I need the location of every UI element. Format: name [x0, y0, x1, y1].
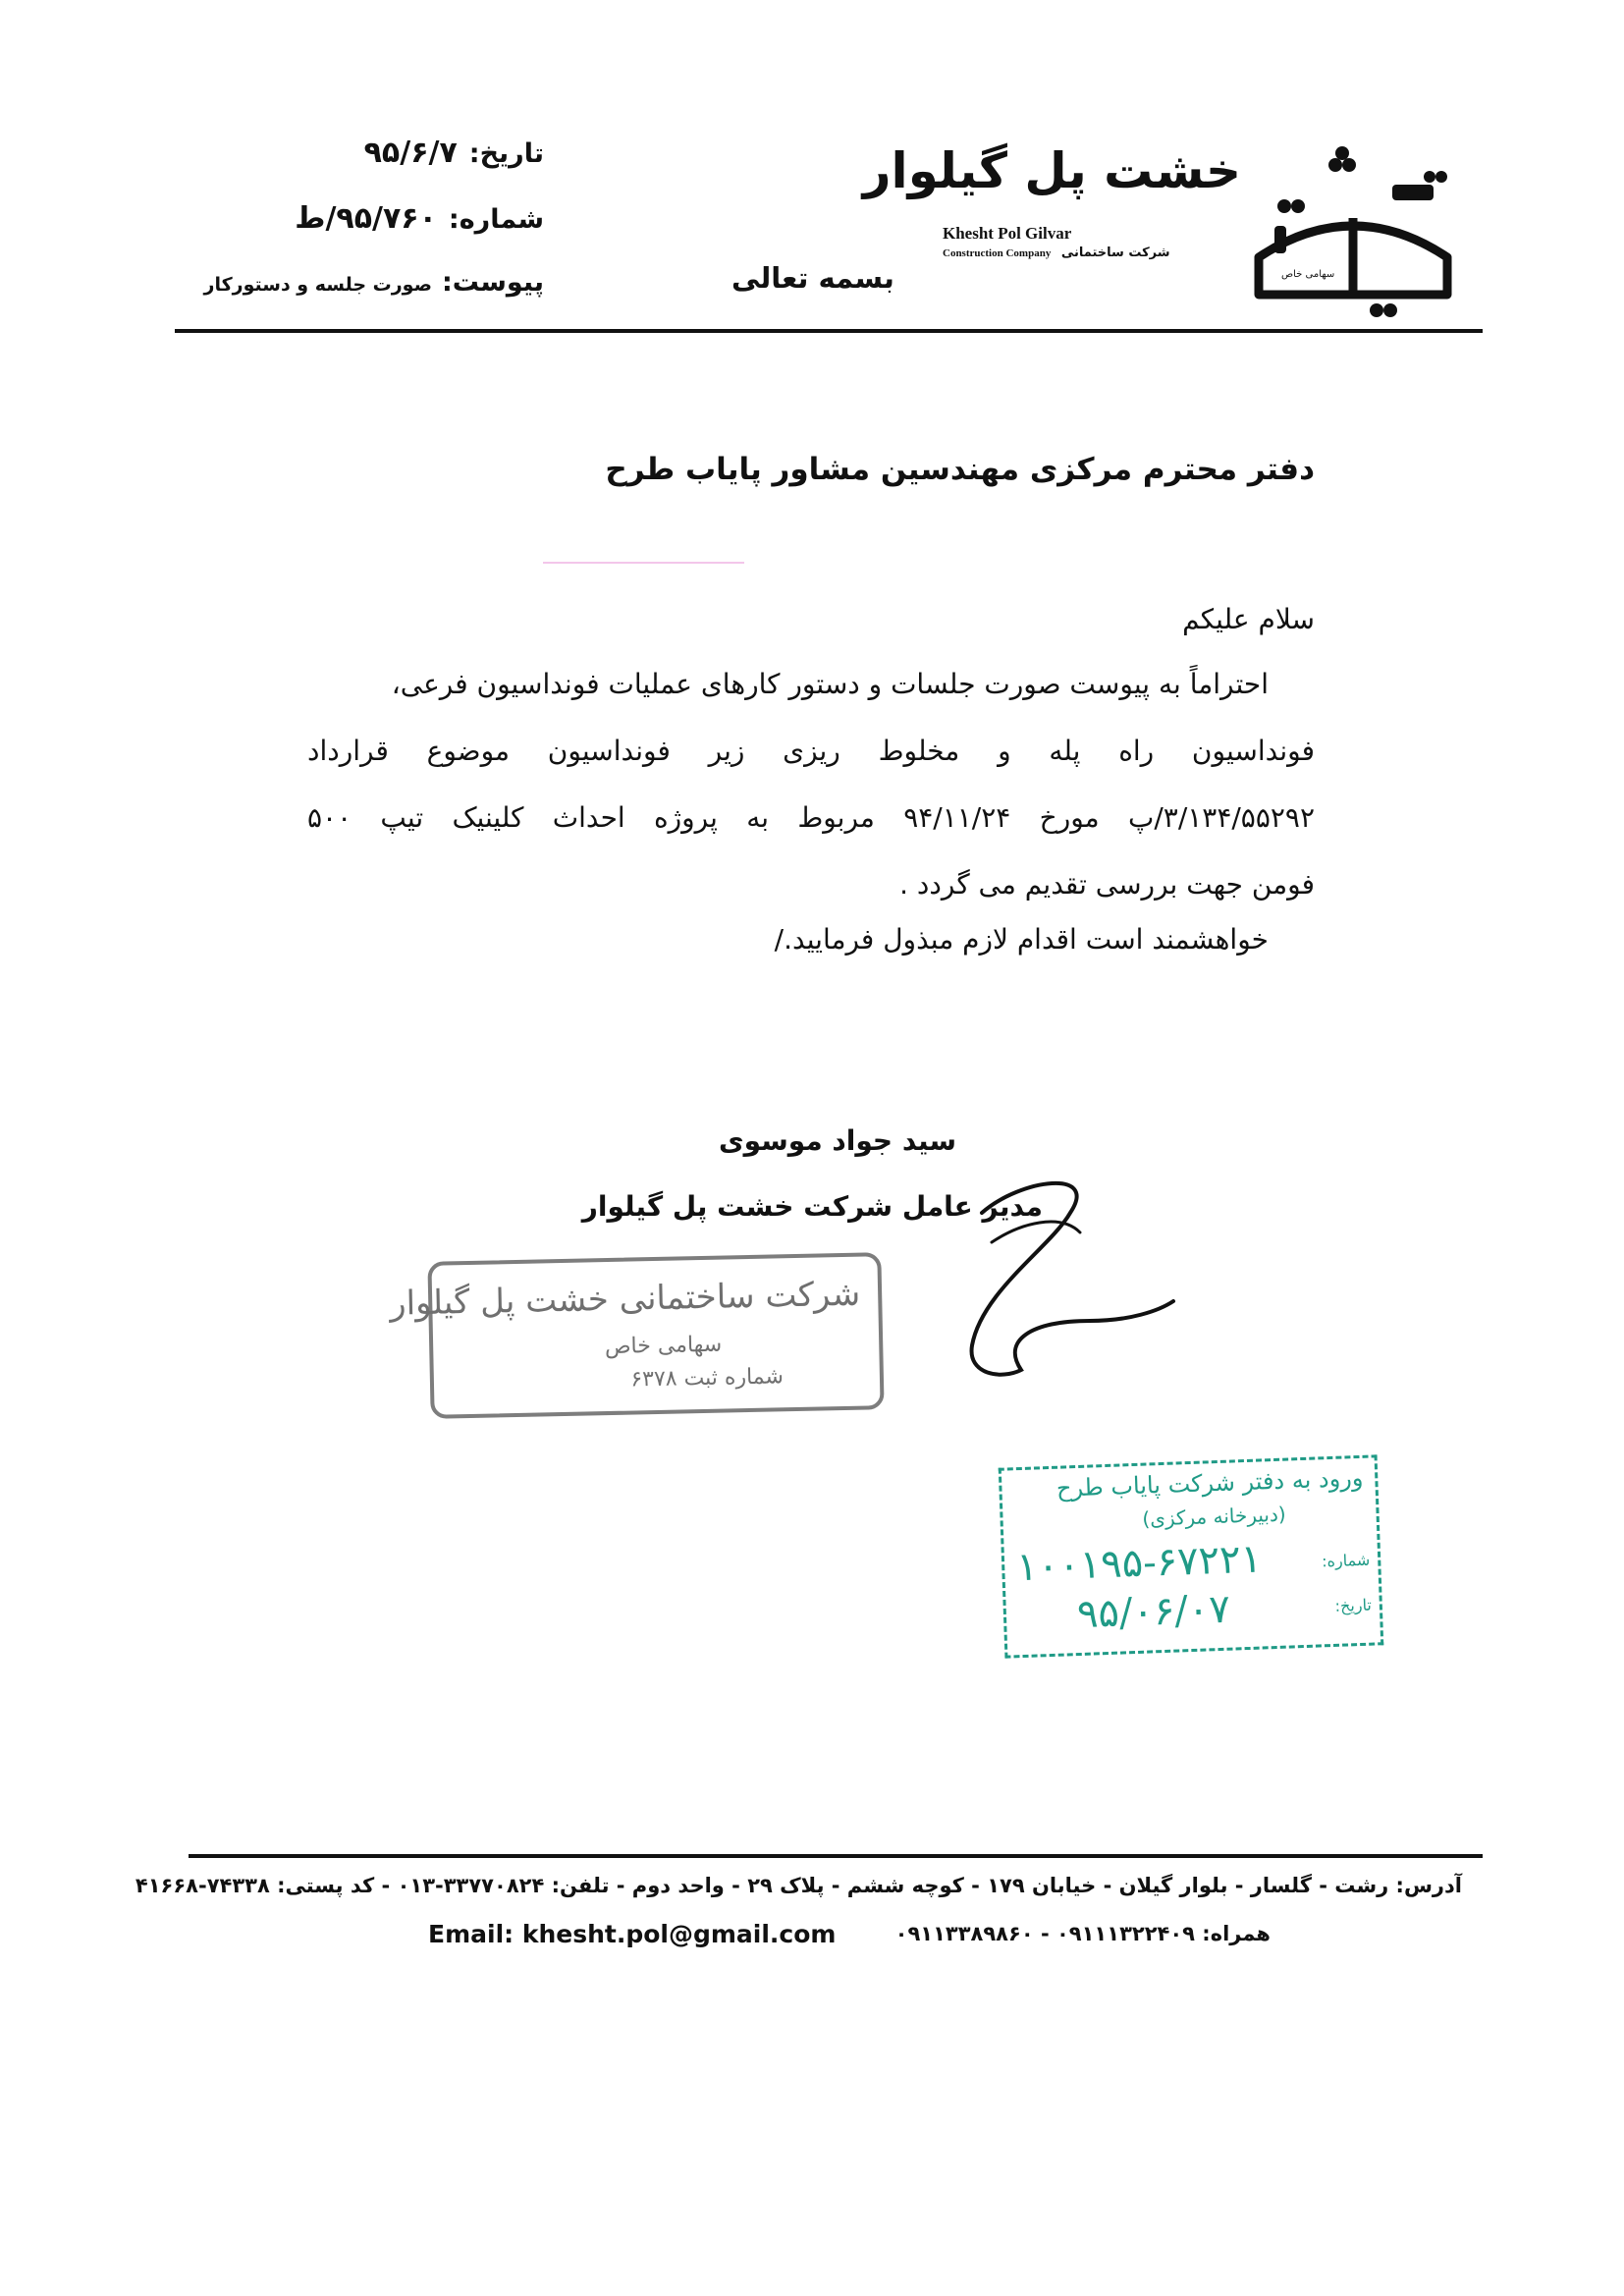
paragraph-line: ۳/۱۳۴/۵۵۲۹۲/پ مورخ ۹۴/۱۱/۲۴ مربوط به پروژه احداث کلینیک تیپ ۵۰۰	[307, 801, 1315, 834]
seal-line-2: سهامی خاص	[604, 1332, 723, 1360]
footer-mobile: همراه: ۰۹۱۱۱۳۲۲۴۰۹ - ۰۹۱۱۳۳۸۹۸۶۰	[894, 1922, 1271, 1945]
invocation: بسمه تعالی	[731, 261, 894, 295]
number-label: شماره:	[448, 204, 544, 235]
addressee: دفتر محترم مرکزی مهندسین مشاور پایاب طرح	[605, 452, 1315, 487]
receipt-stamp-subtitle: (دبیرخانه مرکزی)	[1141, 1502, 1286, 1531]
date-line	[364, 136, 544, 170]
company-type-fa: شرکت ساختمانی	[1060, 246, 1170, 260]
footer-address: آدرس: رشت - گلسار - بلوار گیلان - خیابان ۱۷۹ - کوچه ششم - پلاک ۲۹ - واحد دوم - تلفن: ۳۳۷۷۰۸۲۴-۰۱۳ - کد پستی: ۷۴۳۳۸-۴۱۶۶۸	[135, 1874, 1462, 1897]
seal-line-3: شماره ثبت ۶۳۷۸	[630, 1364, 785, 1393]
footer-email: Email: khesht.pol@gmail.com	[428, 1920, 837, 1948]
receipt-number-value: ۱۰۰۱۹۵-۶۷۲۲۱	[1015, 1536, 1263, 1591]
brand-name: خشت پل گیلوار	[862, 142, 1241, 199]
header-divider	[175, 329, 1483, 333]
company-seal	[389, 1252, 884, 1419]
signer-name: سید جواد موسوی	[719, 1124, 956, 1157]
date-value: ۹۵/۶/۷	[363, 136, 458, 170]
company-logo	[1245, 137, 1461, 324]
greeting: سلام علیکم	[1182, 603, 1315, 635]
scan-mark	[543, 562, 744, 564]
receipt-stamp-title: ورود به دفتر شرکت پایاب طرح	[1056, 1463, 1364, 1503]
receipt-date-label: تاریخ:	[1334, 1595, 1373, 1615]
paragraph-line: فونداسیون راه پله و مخلوط ریزی زیر فونداسیون موضوع قرارداد	[307, 735, 1315, 767]
closing-line: خواهشمند است اقدام لازم مبذول فرمایید./	[774, 923, 1269, 956]
footer-divider	[189, 1854, 1483, 1858]
number-value: ۹۵/۷۶۰/ط	[295, 201, 437, 236]
date-label: تاریخ:	[468, 138, 544, 169]
paragraph-line: احتراماً به پیوست صورت جلسات و دستور کارهای عملیات فونداسیون فرعی،	[391, 668, 1269, 700]
handwritten-signature	[962, 1174, 1188, 1390]
brand-name-en: Khesht Pol Gilvar	[943, 224, 1072, 243]
logo-caption: سهامی خاص	[1281, 269, 1335, 280]
seal-line-1: شرکت ساختمانی خشت پل گیلوار	[389, 1274, 861, 1324]
attachment-value: صورت جلسه و دستورکار	[203, 274, 432, 296]
receipt-stamp	[999, 1454, 1384, 1658]
brand-subtitle	[943, 246, 1170, 260]
attachment-line	[204, 267, 544, 298]
signer-title: مدیر عامل شرکت خشت پل گیلوار	[581, 1190, 1043, 1223]
paragraph-line: فومن جهت بررسی تقدیم می گردد .	[899, 868, 1315, 901]
receipt-date-value: ۹۵/۰۶/۰۷	[1076, 1586, 1231, 1638]
attachment-label: پیوست:	[441, 267, 544, 298]
receipt-number-label: شماره:	[1321, 1550, 1371, 1571]
company-type-en: Construction Company	[943, 247, 1052, 259]
number-line	[295, 201, 544, 236]
